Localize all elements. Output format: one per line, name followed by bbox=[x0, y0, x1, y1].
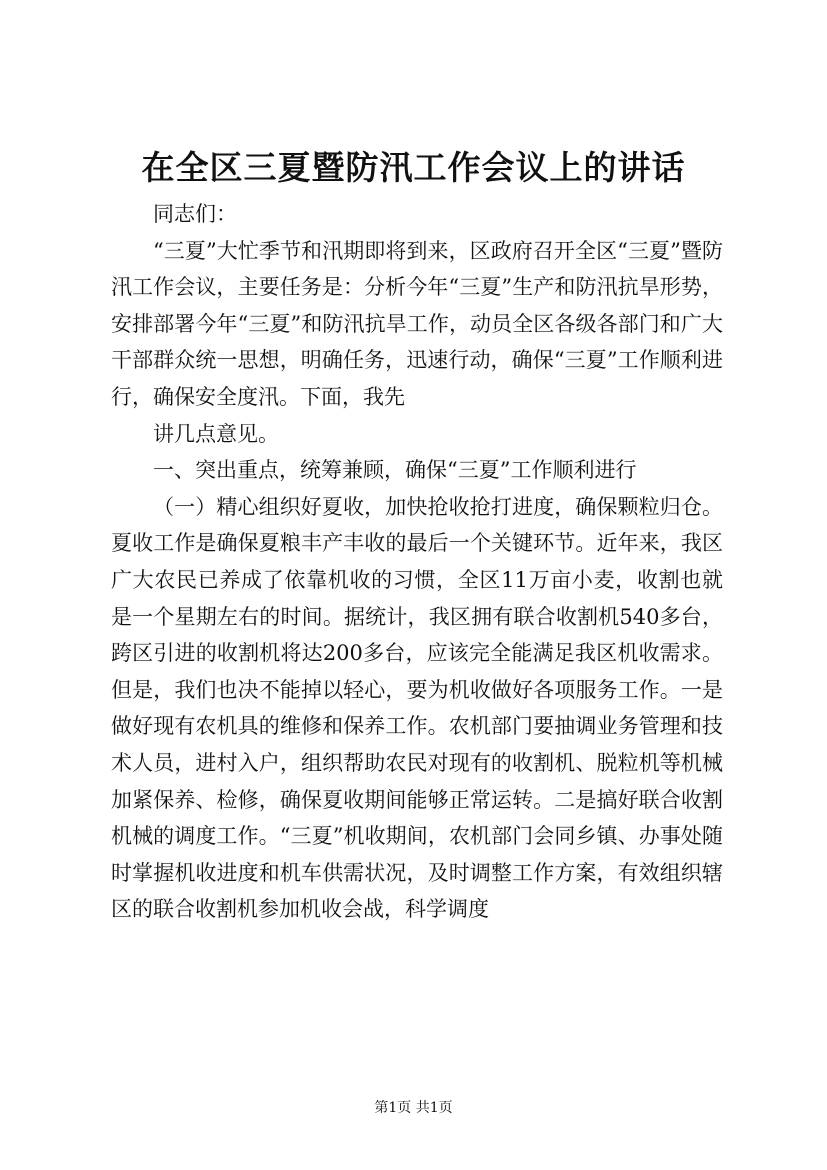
document-body bbox=[111, 196, 723, 928]
document-title: 在全区三夏暨防汛工作会议上的讲话 bbox=[141, 148, 686, 187]
section-heading: 一、突出重点，统筹兼顾，确保“三夏”工作顺利进行 bbox=[153, 458, 637, 483]
intro-paragraph: “三夏”大忙季节和汛期即将到来，区政府召开全区“三夏”暨防汛工作会议，主要任务是：分析今年“三夏”生产和防汛抗旱形势，安排部署今年“三夏”和防汛抗旱工作，动员全区各级各部门和广大干部群众统一思想，明确任务，迅速行动，确保“三夏”工作顺利进行，确保安全度汛。下面，我先 bbox=[111, 238, 723, 409]
intro-continuation-paragraph: 讲几点意见。 bbox=[153, 421, 279, 446]
page-number-footer: 第1页 共1页 bbox=[374, 1100, 453, 1116]
salutation-paragraph: 同志们： bbox=[153, 202, 237, 226]
subsection-paragraph: （一）精心组织好夏收，加快抢收抢打进度，确保颗粒归仓。夏收工作是确保夏粮丰产丰收的最后一个关键环节。近年来，我区广大农民已养成了依靠机收的习惯，全区11万亩小麦，收割也就是一个星期左右的时间。据统计，我区拥有联合收割机540多台，跨区引进的收割机将达200多台，应该完全能满足我区机收需求。但是，我们也决不能掉以轻心，要为机收做好各项服务工作。一是做好现有农机具的维修和保养工作。农机部门要抽调业务管理和技术人员，进村入户，组织帮助农民对现有的收割机、脱粒机等机械加紧保养、检修，确保夏收期间能够正常运转。二是搞好联合收割机械的调度工作。“三夏”机收期间，农机部门会同乡镇、办事处随时掌握机收进度和机车供需状况，及时调整工作方案，有效组织辖区的联合收割机参加机收会战，科学调度 bbox=[111, 494, 723, 922]
